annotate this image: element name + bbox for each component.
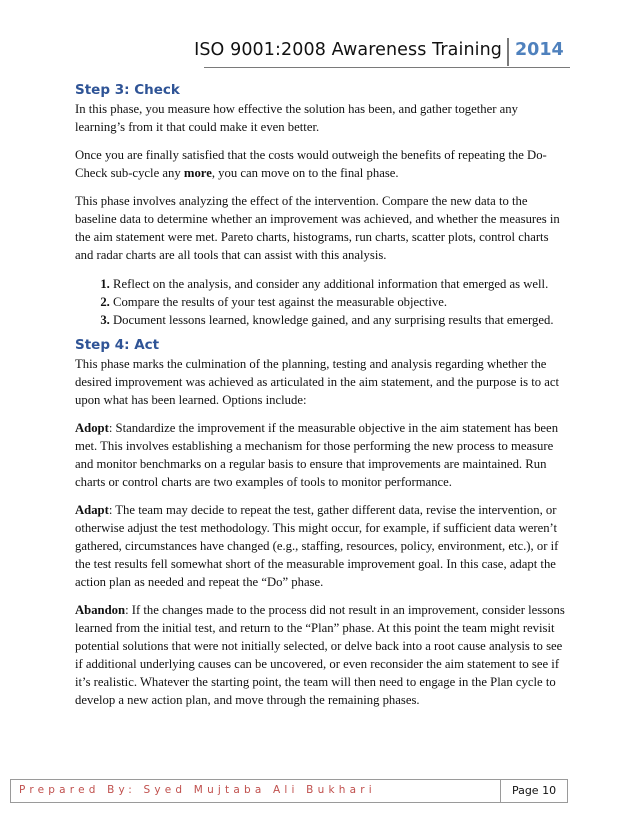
- step3-paragraph-1: In this phase, you measure how effective the solution has been, and gather together any learning’s from it that could make it even better.: [75, 102, 518, 134]
- header-divider: [507, 38, 509, 66]
- step3-paragraph-2: Once you are finally satisfied that the costs would outweigh the benefits of repeating the Do-Check sub-cycle any more, you can move on to the final phase.: [75, 148, 547, 180]
- step4-heading: Step 4: Act: [75, 337, 160, 353]
- adapt-paragraph: Adapt: The team may decide to repeat the test, gather different data, revise the intervention, or otherwise adjust the test methodology. This might occur, for example, if sufficient data weren’t gathered, circumstances have changed (e.g., staffing, resources, policy, environment, etc.), or if the test results fell somewhat short of the measurable improvement goal. In this case, adapt the action plan as needed and repeat the “Do” phase.: [75, 503, 559, 589]
- page-header: [0, 38, 638, 68]
- page-body: [75, 80, 565, 709]
- list-item: 3. Document lessons learned, knowledge gained, and any surprising results that emerged.: [113, 311, 565, 329]
- header-rule: [204, 67, 570, 68]
- document-year: 2014: [515, 40, 564, 60]
- list-item: 2. Compare the results of your test against the measurable objective.: [113, 293, 565, 311]
- page-footer: [10, 779, 568, 803]
- step4-intro: This phase marks the culmination of the planning, testing and analysis regarding whether the desired improvement was achieved as articulated in the aim statement, and the purpose is to act upon what has been learned. Options include:: [75, 357, 560, 407]
- step3-heading: Step 3: Check: [75, 82, 180, 98]
- list-item: 1. Reflect on the analysis, and consider any additional information that emerged as well.: [113, 275, 565, 293]
- page-number: Page 10: [500, 780, 567, 802]
- document-title: ISO 9001:2008 Awareness Training: [194, 40, 502, 60]
- adopt-paragraph: Adopt: Standardize the improvement if the measurable objective in the aim statement has been met. This involves establishing a mechanism for those performing the new process to measure and monitor benchmarks on a regular basis to ensure that improvements are maintained. Run charts or control charts are two examples of tools to monitor performance.: [75, 421, 559, 489]
- step3-list: [75, 275, 565, 329]
- prepared-by: Prepared By: Syed Mujtaba Ali Bukhari: [19, 784, 376, 796]
- step3-paragraph-3: This phase involves analyzing the effect of the intervention. Compare the new data to the baseline data to determine whether an improvement was achieved, and whether the measures in the aim statement were met. Pareto charts, histograms, run charts, scatter plots, control charts and radar charts are all tools that can assist with this analysis.: [75, 194, 560, 262]
- abandon-paragraph: Abandon: If the changes made to the process did not result in an improvement, consider lessons learned from the initial test, and return to the “Plan” phase. At this point the team might revisit potential solutions that were not initially selected, or delve back into a root cause analysis to see if additional underlying causes can be uncovered, or even reconsider the aim statement to see if it’s realistic. Whatever the starting point, the team will then need to engage in the Plan cycle to develop a new action plan, and move through the remaining phases.: [75, 603, 565, 707]
